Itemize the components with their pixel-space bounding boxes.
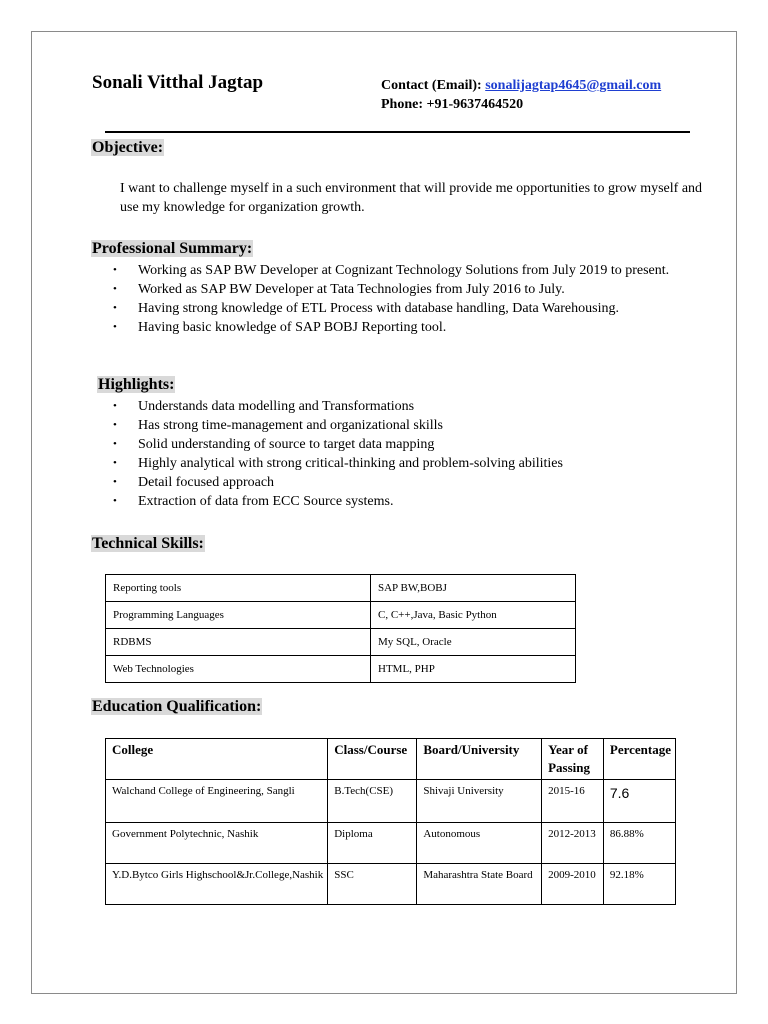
highlight-item: • Solid understanding of source to target data mapping (113, 435, 703, 454)
table-row (106, 823, 676, 864)
college-cell: Y.D.Bytco Girls Highschool&Jr.College,Nashik (106, 864, 328, 905)
summary-item: • Having strong knowledge of ETL Process with database handling, Data Warehousing. (113, 299, 703, 318)
skill-category: Programming Languages (106, 602, 371, 629)
objective-heading: Objective: (92, 139, 164, 156)
skill-value: My SQL, Oracle (371, 629, 576, 656)
table-header-row (106, 739, 676, 780)
contact-block (381, 76, 661, 114)
summary-item: • Worked as SAP BW Developer at Tata Technologies from July 2016 to July. (113, 280, 703, 299)
course-cell: Diploma (328, 823, 417, 864)
percentage-cell: 86.88% (603, 823, 675, 864)
skill-category: Web Technologies (106, 656, 371, 683)
skills-table (105, 574, 576, 683)
column-header: Percentage (603, 739, 675, 780)
year-cell: 2009-2010 (542, 864, 604, 905)
skill-value: C, C++,Java, Basic Python (371, 602, 576, 629)
education-heading: Education Qualification: (92, 698, 262, 715)
board-cell: Maharashtra State Board (417, 864, 542, 905)
board-cell: Shivaji University (417, 780, 542, 823)
board-cell: Autonomous (417, 823, 542, 864)
course-cell: SSC (328, 864, 417, 905)
column-header: Year of Passing (542, 739, 604, 780)
skill-category: RDBMS (106, 629, 371, 656)
email-link[interactable]: sonalijagtap4645@gmail.com (485, 78, 662, 93)
summary-list (113, 261, 703, 337)
column-header: Board/University (417, 739, 542, 780)
skills-heading: Technical Skills: (92, 535, 204, 552)
highlights-heading: Highlights: (98, 376, 175, 393)
education-table (105, 738, 676, 905)
table-row (106, 656, 576, 683)
column-header: Class/Course (328, 739, 417, 780)
table-row (106, 629, 576, 656)
header-divider (105, 131, 690, 133)
column-header: College (106, 739, 328, 780)
highlight-item: • Extraction of data from ECC Source systems. (113, 492, 703, 511)
skill-value: SAP BW,BOBJ (371, 575, 576, 602)
year-cell: 2012-2013 (542, 823, 604, 864)
table-row (106, 602, 576, 629)
table-row (106, 864, 676, 905)
table-row (106, 780, 676, 823)
highlight-item: • Detail focused approach (113, 473, 703, 492)
percentage-cell: 92.18% (603, 864, 675, 905)
skill-category: Reporting tools (106, 575, 371, 602)
highlight-item: • Highly analytical with strong critical-thinking and problem-solving abilities (113, 454, 703, 473)
objective-text: I want to challenge myself in a such environment that will provide me opportunities to grow myself and use my knowledge for organization growth. (120, 181, 703, 215)
summary-item: • Having basic knowledge of SAP BOBJ Reporting tool. (113, 318, 703, 337)
table-row (106, 575, 576, 602)
candidate-name: Sonali Vitthal Jagtap (92, 72, 264, 93)
highlight-item: • Has strong time-management and organizational skills (113, 416, 703, 435)
college-cell: Government Polytechnic, Nashik (106, 823, 328, 864)
phone-line: Phone: +91-9637464520 (381, 97, 524, 112)
contact-label: Contact (Email): (381, 78, 486, 93)
highlight-item: • Understands data modelling and Transformations (113, 397, 703, 416)
skill-value: HTML, PHP (371, 656, 576, 683)
college-cell: Walchand College of Engineering, Sangli (106, 780, 328, 823)
year-cell: 2015-16 (542, 780, 604, 823)
summary-item: • Working as SAP BW Developer at Cognizant Technology Solutions from July 2019 to present. (113, 261, 703, 280)
percentage-cell: 7.6 (603, 780, 675, 823)
summary-heading: Professional Summary: (92, 240, 253, 257)
highlights-list (113, 397, 703, 511)
email-line (381, 76, 661, 95)
course-cell: B.Tech(CSE) (328, 780, 417, 823)
